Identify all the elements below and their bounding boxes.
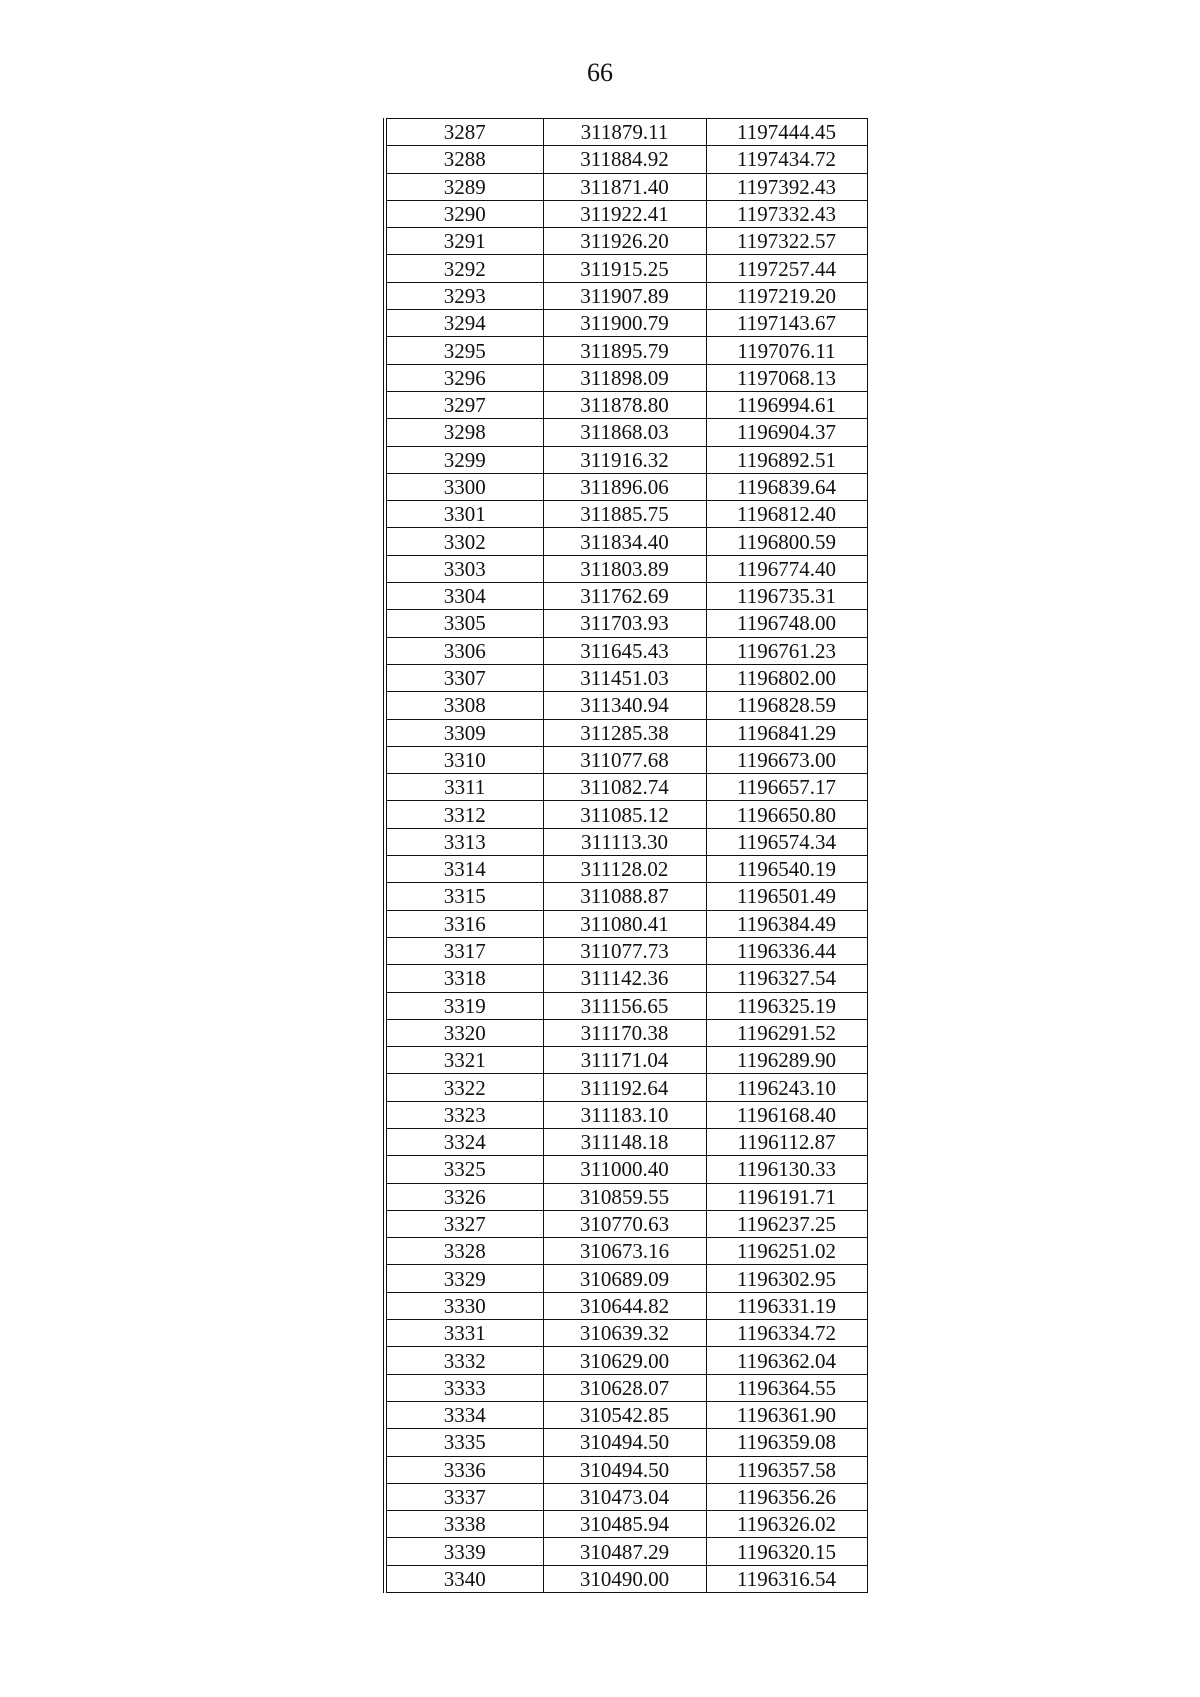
point-number-cell: 3314 [385,856,543,883]
x-coordinate-cell: 311156.65 [543,992,706,1019]
table-row [385,1047,867,1074]
x-coordinate-cell: 311907.89 [543,282,706,309]
point-number-cell: 3326 [385,1183,543,1210]
x-coordinate-cell: 311916.32 [543,446,706,473]
x-coordinate-cell: 310770.63 [543,1210,706,1237]
x-coordinate-cell: 310494.50 [543,1429,706,1456]
y-coordinate-cell: 1196761.23 [706,637,867,664]
table-row [385,528,867,555]
y-coordinate-cell: 1197219.20 [706,282,867,309]
x-coordinate-cell: 311192.64 [543,1074,706,1101]
y-coordinate-cell: 1196334.72 [706,1320,867,1347]
x-coordinate-cell: 311645.43 [543,637,706,664]
x-coordinate-cell: 311285.38 [543,719,706,746]
x-coordinate-cell: 311142.36 [543,965,706,992]
x-coordinate-cell: 310629.00 [543,1347,706,1374]
y-coordinate-cell: 1196316.54 [706,1565,867,1592]
y-coordinate-cell: 1196326.02 [706,1511,867,1538]
point-number-cell: 3313 [385,828,543,855]
y-coordinate-cell: 1196841.29 [706,719,867,746]
y-coordinate-cell: 1196735.31 [706,583,867,610]
point-number-cell: 3298 [385,419,543,446]
point-number-cell: 3337 [385,1483,543,1510]
y-coordinate-cell: 1196748.00 [706,610,867,637]
point-number-cell: 3315 [385,883,543,910]
x-coordinate-cell: 311113.30 [543,828,706,855]
table-row [385,473,867,500]
point-number-cell: 3302 [385,528,543,555]
y-coordinate-cell: 1196650.80 [706,801,867,828]
x-coordinate-cell: 310542.85 [543,1401,706,1428]
point-number-cell: 3333 [385,1374,543,1401]
y-coordinate-cell: 1196359.08 [706,1429,867,1456]
point-number-cell: 3293 [385,282,543,309]
table-row [385,228,867,255]
x-coordinate-cell: 311451.03 [543,664,706,691]
y-coordinate-cell: 1196904.37 [706,419,867,446]
table-row [385,1019,867,1046]
table-row [385,1456,867,1483]
y-coordinate-cell: 1196892.51 [706,446,867,473]
point-number-cell: 3318 [385,965,543,992]
x-coordinate-cell: 311082.74 [543,774,706,801]
table-row [385,1183,867,1210]
table-row [385,719,867,746]
x-coordinate-cell: 310473.04 [543,1483,706,1510]
x-coordinate-cell: 310494.50 [543,1456,706,1483]
table-row [385,1238,867,1265]
point-number-cell: 3340 [385,1565,543,1592]
y-coordinate-cell: 1196291.52 [706,1019,867,1046]
point-number-cell: 3288 [385,146,543,173]
table-row [385,637,867,664]
table-row [385,910,867,937]
x-coordinate-cell: 311148.18 [543,1128,706,1155]
point-number-cell: 3321 [385,1047,543,1074]
table-row [385,1429,867,1456]
point-number-cell: 3324 [385,1128,543,1155]
x-coordinate-cell: 311803.89 [543,555,706,582]
x-coordinate-cell: 311871.40 [543,173,706,200]
point-number-cell: 3307 [385,664,543,691]
y-coordinate-cell: 1196839.64 [706,473,867,500]
y-coordinate-cell: 1197434.72 [706,146,867,173]
point-number-cell: 3329 [385,1265,543,1292]
y-coordinate-cell: 1196364.55 [706,1374,867,1401]
y-coordinate-cell: 1196812.40 [706,501,867,528]
table-row [385,774,867,801]
table-row [385,282,867,309]
point-number-cell: 3336 [385,1456,543,1483]
point-number-cell: 3290 [385,200,543,227]
x-coordinate-cell: 311080.41 [543,910,706,937]
y-coordinate-cell: 1196331.19 [706,1292,867,1319]
table-row [385,856,867,883]
x-coordinate-cell: 310859.55 [543,1183,706,1210]
table-row [385,1292,867,1319]
point-number-cell: 3319 [385,992,543,1019]
table-row [385,200,867,227]
point-number-cell: 3312 [385,801,543,828]
y-coordinate-cell: 1197143.67 [706,310,867,337]
point-number-cell: 3287 [385,119,543,146]
point-number-cell: 3295 [385,337,543,364]
x-coordinate-cell: 311885.75 [543,501,706,528]
table-row [385,746,867,773]
point-number-cell: 3305 [385,610,543,637]
x-coordinate-cell: 311896.06 [543,473,706,500]
table-row [385,828,867,855]
y-coordinate-cell: 1196673.00 [706,746,867,773]
x-coordinate-cell: 310485.94 [543,1511,706,1538]
y-coordinate-cell: 1196289.90 [706,1047,867,1074]
x-coordinate-cell: 311340.94 [543,692,706,719]
y-coordinate-cell: 1196130.33 [706,1156,867,1183]
y-coordinate-cell: 1196356.26 [706,1483,867,1510]
table-row [385,883,867,910]
point-number-cell: 3317 [385,937,543,964]
table-row [385,555,867,582]
table-row [385,1128,867,1155]
y-coordinate-cell: 1196774.40 [706,555,867,582]
point-number-cell: 3328 [385,1238,543,1265]
table-row [385,1074,867,1101]
table-row [385,1538,867,1565]
y-coordinate-cell: 1196657.17 [706,774,867,801]
x-coordinate-cell: 311000.40 [543,1156,706,1183]
y-coordinate-cell: 1197444.45 [706,119,867,146]
table-row [385,1210,867,1237]
table-row [385,937,867,964]
table-row [385,146,867,173]
point-number-cell: 3297 [385,391,543,418]
table-row [385,1320,867,1347]
x-coordinate-cell: 311077.68 [543,746,706,773]
table-row [385,337,867,364]
x-coordinate-cell: 311088.87 [543,883,706,910]
point-number-cell: 3330 [385,1292,543,1319]
x-coordinate-cell: 311077.73 [543,937,706,964]
y-coordinate-cell: 1196112.87 [706,1128,867,1155]
table-row [385,255,867,282]
x-coordinate-cell: 311868.03 [543,419,706,446]
point-number-cell: 3309 [385,719,543,746]
x-coordinate-cell: 311895.79 [543,337,706,364]
x-coordinate-cell: 311879.11 [543,119,706,146]
point-number-cell: 3320 [385,1019,543,1046]
x-coordinate-cell: 311884.92 [543,146,706,173]
point-number-cell: 3300 [385,473,543,500]
x-coordinate-cell: 310673.16 [543,1238,706,1265]
y-coordinate-cell: 1197068.13 [706,364,867,391]
table-row [385,992,867,1019]
point-number-cell: 3299 [385,446,543,473]
y-coordinate-cell: 1196325.19 [706,992,867,1019]
y-coordinate-cell: 1196994.61 [706,391,867,418]
y-coordinate-cell: 1196327.54 [706,965,867,992]
table-row [385,1374,867,1401]
table-row [385,446,867,473]
table-row [385,1565,867,1592]
x-coordinate-cell: 311922.41 [543,200,706,227]
x-coordinate-cell: 310639.32 [543,1320,706,1347]
y-coordinate-cell: 1196302.95 [706,1265,867,1292]
y-coordinate-cell: 1196168.40 [706,1101,867,1128]
x-coordinate-cell: 311183.10 [543,1101,706,1128]
table-row [385,1156,867,1183]
point-number-cell: 3311 [385,774,543,801]
x-coordinate-cell: 310490.00 [543,1565,706,1592]
x-coordinate-cell: 311834.40 [543,528,706,555]
table-row [385,1265,867,1292]
table-row [385,1483,867,1510]
table-row [385,664,867,691]
point-number-cell: 3289 [385,173,543,200]
x-coordinate-cell: 310644.82 [543,1292,706,1319]
y-coordinate-cell: 1197322.57 [706,228,867,255]
table-row [385,501,867,528]
y-coordinate-cell: 1196574.34 [706,828,867,855]
table-row [385,1401,867,1428]
point-number-cell: 3303 [385,555,543,582]
y-coordinate-cell: 1196237.25 [706,1210,867,1237]
y-coordinate-cell: 1196362.04 [706,1347,867,1374]
point-number-cell: 3308 [385,692,543,719]
y-coordinate-cell: 1196501.49 [706,883,867,910]
point-number-cell: 3310 [385,746,543,773]
x-coordinate-cell: 311085.12 [543,801,706,828]
point-number-cell: 3323 [385,1101,543,1128]
point-number-cell: 3339 [385,1538,543,1565]
table-row [385,310,867,337]
point-number-cell: 3332 [385,1347,543,1374]
point-number-cell: 3292 [385,255,543,282]
point-number-cell: 3306 [385,637,543,664]
coordinates-table [383,118,868,1593]
point-number-cell: 3325 [385,1156,543,1183]
page-number: 66 [587,58,613,87]
y-coordinate-cell: 1196384.49 [706,910,867,937]
x-coordinate-cell: 311171.04 [543,1047,706,1074]
y-coordinate-cell: 1196336.44 [706,937,867,964]
x-coordinate-cell: 311128.02 [543,856,706,883]
point-number-cell: 3294 [385,310,543,337]
table-row [385,801,867,828]
x-coordinate-cell: 311926.20 [543,228,706,255]
point-number-cell: 3316 [385,910,543,937]
point-number-cell: 3327 [385,1210,543,1237]
table-row [385,173,867,200]
x-coordinate-cell: 311170.38 [543,1019,706,1046]
y-coordinate-cell: 1196357.58 [706,1456,867,1483]
table-row [385,1347,867,1374]
table-row [385,1101,867,1128]
point-number-cell: 3291 [385,228,543,255]
x-coordinate-cell: 310689.09 [543,1265,706,1292]
table-row [385,610,867,637]
x-coordinate-cell: 311878.80 [543,391,706,418]
y-coordinate-cell: 1197392.43 [706,173,867,200]
y-coordinate-cell: 1197076.11 [706,337,867,364]
y-coordinate-cell: 1196800.59 [706,528,867,555]
x-coordinate-cell: 310628.07 [543,1374,706,1401]
x-coordinate-cell: 311703.93 [543,610,706,637]
y-coordinate-cell: 1196361.90 [706,1401,867,1428]
point-number-cell: 3296 [385,364,543,391]
y-coordinate-cell: 1196540.19 [706,856,867,883]
point-number-cell: 3335 [385,1429,543,1456]
x-coordinate-cell: 311915.25 [543,255,706,282]
table-row [385,419,867,446]
table-row [385,692,867,719]
y-coordinate-cell: 1197332.43 [706,200,867,227]
point-number-cell: 3301 [385,501,543,528]
point-number-cell: 3322 [385,1074,543,1101]
point-number-cell: 3334 [385,1401,543,1428]
table-row [385,364,867,391]
table-row [385,583,867,610]
table-row [385,965,867,992]
table-row [385,391,867,418]
x-coordinate-cell: 311898.09 [543,364,706,391]
table-body [385,119,867,1593]
y-coordinate-cell: 1196251.02 [706,1238,867,1265]
point-number-cell: 3331 [385,1320,543,1347]
y-coordinate-cell: 1197257.44 [706,255,867,282]
x-coordinate-cell: 310487.29 [543,1538,706,1565]
table-row [385,119,867,146]
x-coordinate-cell: 311762.69 [543,583,706,610]
y-coordinate-cell: 1196243.10 [706,1074,867,1101]
y-coordinate-cell: 1196320.15 [706,1538,867,1565]
y-coordinate-cell: 1196191.71 [706,1183,867,1210]
y-coordinate-cell: 1196828.59 [706,692,867,719]
x-coordinate-cell: 311900.79 [543,310,706,337]
table-row [385,1511,867,1538]
y-coordinate-cell: 1196802.00 [706,664,867,691]
point-number-cell: 3338 [385,1511,543,1538]
point-number-cell: 3304 [385,583,543,610]
